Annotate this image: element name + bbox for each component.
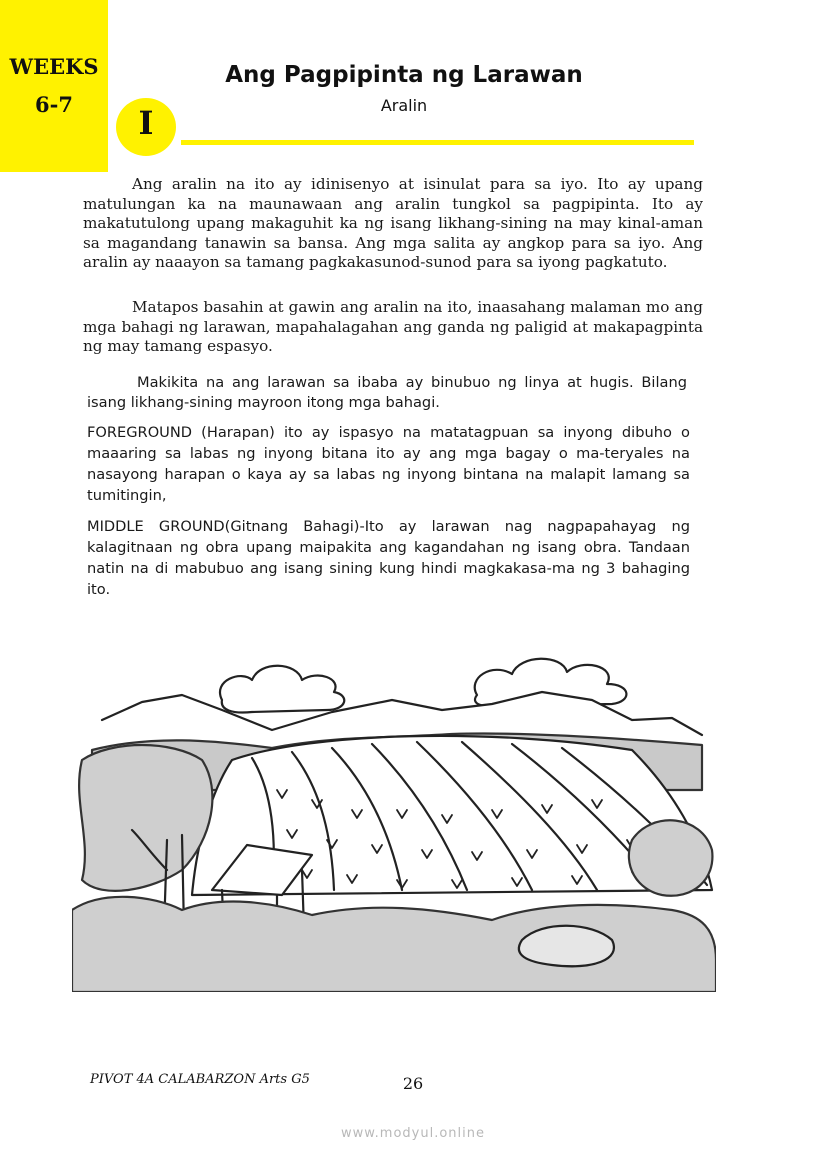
foreground-bushes: [72, 897, 716, 992]
right-tree: [629, 820, 713, 895]
objectives-paragraph: Matapos basahin at gawin ang aralin na ito, inaasahang malaman mo ang mga bahagi ng larawan, mapahalagahan ang ganda ng paligid at makapagpinta ng may tamang espasyo.: [83, 298, 703, 356]
intro-paragraph: Ang aralin na ito ay idinisenyo at isinulat para sa iyo. Ito ay upang matulungan ka na maunawaan ang aralin tungkol sa pagpipinta. Ito ay makatutulong upang makaguhit ka ng isang likhang-sining na may kinal-aman sa magandang tanawin sa bansa. Ang mga salita ay angkop para sa iyo. Ang aralin ay naaayon sa tamang pagkakasunod-sunod para sa iyong pagkatuto.: [83, 175, 703, 272]
page-number: 26: [402, 1074, 424, 1093]
page-title: Ang Pagpipinta ng Larawan: [225, 62, 583, 88]
watermark: www.modyul.online: [340, 1126, 486, 1141]
rock: [519, 926, 614, 967]
weeks-badge: [0, 0, 108, 172]
weeks-number: 6-7: [35, 92, 73, 117]
cloud-left: [220, 666, 344, 713]
foreground-paragraph: FOREGROUND (Harapan) ito ay ispasyo na matatagpuan sa inyong dibuho o maaaring sa labas ng inyong bitana ito ay ang mga bagay o ma-teryales na nasayong harapan o kaya ay sa labas ng inyong bintana na malapit lamang sa tumitingin,: [87, 424, 690, 504]
page-subtitle: Aralin: [380, 96, 428, 115]
lesson-letter: I: [138, 104, 154, 142]
footer-course: PIVOT 4A CALABARZON Arts G5: [90, 1072, 310, 1087]
left-foliage: [79, 745, 212, 891]
picture-parts-paragraph: Makikita na ang larawan sa ibaba ay binubuo ng linya at hugis. Bilang isang likhang-sining mayroon itong mga bahagi.: [87, 374, 687, 411]
landscape-illustration: [72, 640, 716, 992]
middle-ground-paragraph: MIDDLE GROUND(Gitnang Bahagi)-Ito ay larawan nag nagpapahayag ng kalagitnaan ng obra upang maipakita ang kagandahan ng isang obra. Tandaan natin na di mabubuo ang isang sining kung hindi magkakasa-ma ng 3 bahaging ito.: [87, 518, 690, 598]
weeks-label: WEEKS: [9, 54, 99, 79]
title-underline: [181, 140, 694, 145]
